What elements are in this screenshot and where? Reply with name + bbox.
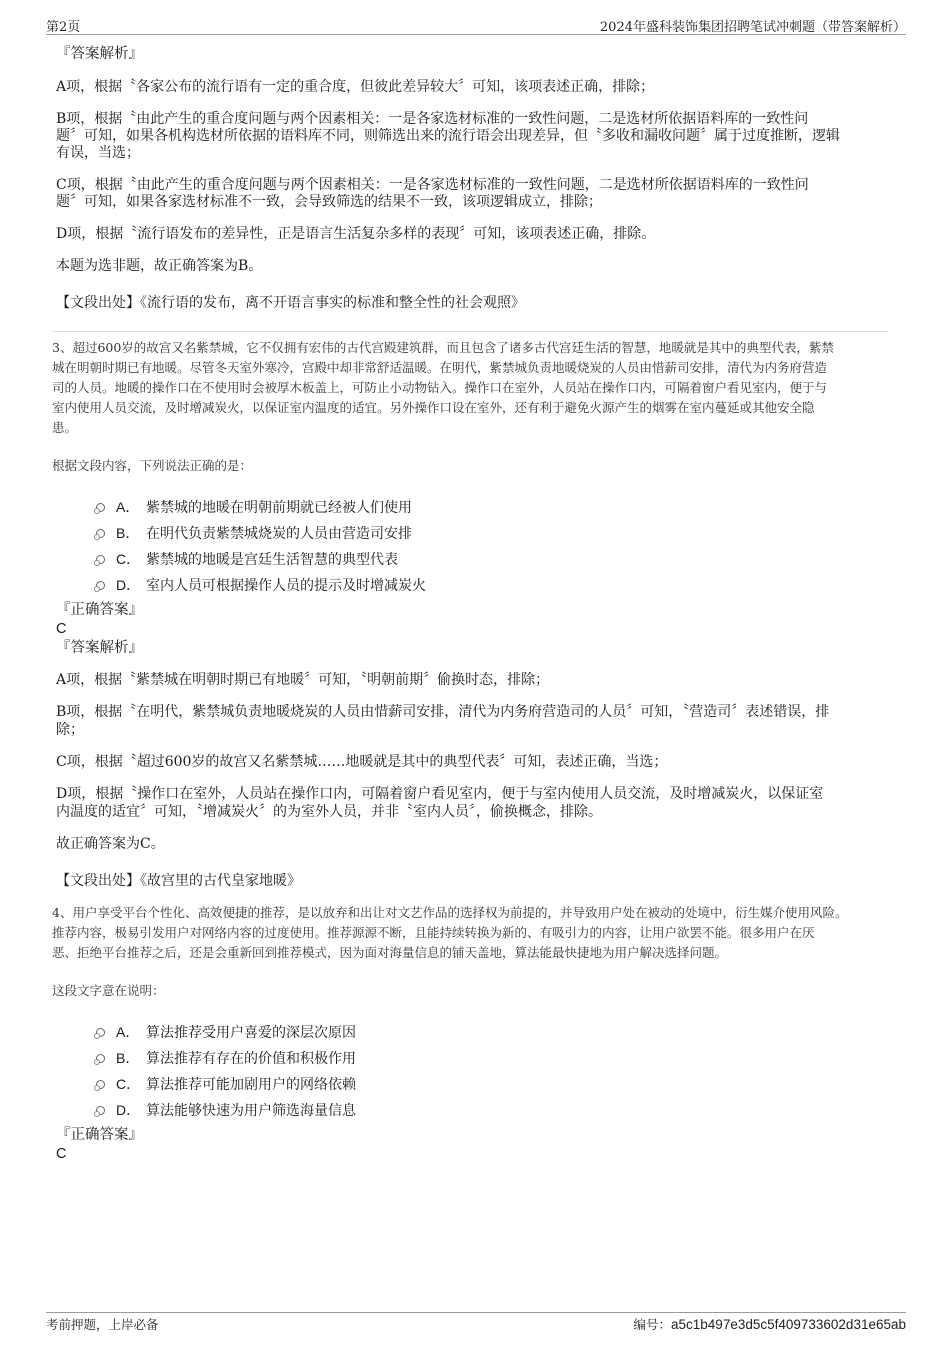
option-letter: D． xyxy=(116,577,141,593)
option-text: 室内人员可根据操作人员的提示及时增减炭火 xyxy=(146,578,426,594)
option-c[interactable] xyxy=(94,546,892,572)
source-citation: 【文段出处】《流行语的发布，离不开语言事实的标准和整全性的社会观照》 xyxy=(56,295,525,311)
radio-icon[interactable] xyxy=(96,1080,105,1089)
analysis-conclusion: 故正确答案为C。 xyxy=(56,836,165,852)
document-code xyxy=(634,1315,907,1333)
analysis-line: 有误，当选； xyxy=(56,145,140,161)
analysis-label: 『答案解析』 xyxy=(56,46,143,62)
document-title: 2024年盛科装饰集团招聘笔试冲刺题（带答案解析） xyxy=(599,20,906,35)
analysis-line: D项，根据〝操作口在室外，人员站在操作口内，可隔着窗户看见室内，便于与室内使用人员交流，及时增减炭火，以保证室 xyxy=(56,786,824,802)
source-citation: 【文段出处】《故宫里的古代皇家地暖》 xyxy=(56,873,301,889)
option-text: 紫禁城的地暖是宫廷生活智慧的典型代表 xyxy=(146,552,398,568)
question-text-line: 推荐内容，极易引发用户对网络内容的过度使用。推荐源源不断，且能持续转换为新的、有吸引力的内容，让用户欲罢不能。很多用户在厌 xyxy=(52,925,815,940)
correct-answer-label: 『正确答案』 xyxy=(56,602,143,618)
option-letter: C． xyxy=(116,1076,141,1092)
question-text-line: 患。 xyxy=(52,420,78,435)
question-text-line: 4、用户享受平台个性化、高效便捷的推荐，是以放弃和出让对文艺作品的选择权为前提的，并导致用户处在被动的处境中，衍生媒介使用风险。 xyxy=(52,905,848,920)
option-text: 算法推荐有存在的价值和积极作用 xyxy=(146,1051,356,1067)
analysis-line: 题〞可知，如果各机构选材所依据的语料库不同，则筛选出来的流行语会出现差异，但〝多收和漏收问题〞属于过度推断，逻辑 xyxy=(56,128,840,144)
option-text: 算法推荐受用户喜爱的深层次原因 xyxy=(146,1025,356,1041)
analysis-line: 题〞可知，如果各家选材标准不一致，会导致筛选的结果不一致，该项逻辑成立，排除； xyxy=(56,194,602,210)
question-text-line: 司的人员。地暖的操作口在不使用时会被厚木板盖上，可防止小动物钻入。操作口在室外，人员站在操作口内，可隔着窗户看见室内，便于与 xyxy=(52,380,828,395)
page-footer xyxy=(46,1312,906,1335)
question-text-line: 室内使用人员交流，及时增减炭火，以保证室内温度的适宜。另外操作口设在室外，还有利于避免火源产生的烟雾在室内蔓延或其他安全隐 xyxy=(52,400,815,415)
page-number: 第2页 xyxy=(46,20,81,35)
correct-answer-value: C xyxy=(56,621,67,637)
option-d[interactable] xyxy=(94,572,892,598)
option-b[interactable] xyxy=(94,1045,892,1071)
options-list xyxy=(94,1019,892,1123)
radio-icon[interactable] xyxy=(96,1106,105,1115)
radio-icon[interactable] xyxy=(96,555,105,564)
analysis-conclusion: 本题为选非题，故正确答案为B。 xyxy=(56,258,263,274)
analysis-line: B项，根据〝由此产生的重合度问题与两个因素相关：一是各家选材标准的一致性问题，二是选材所依据语料库的一致性问 xyxy=(56,111,809,127)
code-value: a5c1b497e3d5c5f409733602d31e65ab xyxy=(671,1317,906,1332)
options-list xyxy=(94,494,892,598)
radio-icon[interactable] xyxy=(96,581,105,590)
analysis-line: B项，根据〝在明代，紫禁城负责地暖烧炭的人员由惜薪司安排，清代为内务府营造司的人员〞可知，〝营造司〞表述错误，排 xyxy=(56,704,830,720)
question-prompt: 根据文段内容，下列说法正确的是： xyxy=(52,458,253,473)
analysis-line: A项，根据〝紫禁城在明朝时期已有地暖〞可知，〝明朝前期〞偷换时态，排除； xyxy=(56,672,550,688)
option-a[interactable] xyxy=(94,1019,892,1045)
question-text-line: 城在明朝时期已有地暖。尽管冬天室外寒冷，宫殿中却非常舒适温暖。在明代，紫禁城负责地暖烧炭的人员由惜薪司安排，清代为内务府营造 xyxy=(52,360,828,375)
analysis-line: 除； xyxy=(56,722,84,738)
option-text: 在明代负责紫禁城烧炭的人员由营造司安排 xyxy=(146,526,412,542)
analysis-line: C项，根据〝由此产生的重合度问题与两个因素相关：一是各家选材标准的一致性问题，二是选材所依据语料库的一致性问 xyxy=(56,177,809,193)
option-letter: D． xyxy=(116,1102,141,1118)
option-letter: C． xyxy=(116,551,141,567)
code-label: 编号： xyxy=(633,1317,672,1332)
page-content xyxy=(52,44,892,1163)
analysis-line: D项，根据〝流行语发布的差异性，正是语言生活复杂多样的表现〞可知，该项表述正确，排除。 xyxy=(56,226,656,242)
option-letter: B． xyxy=(116,1050,140,1066)
radio-icon[interactable] xyxy=(96,1054,105,1063)
correct-answer-label: 『正确答案』 xyxy=(56,1127,143,1143)
question-prompt: 这段文字意在说明： xyxy=(52,983,165,998)
option-d[interactable] xyxy=(94,1097,892,1123)
prev-analysis-section xyxy=(56,44,892,311)
option-letter: B． xyxy=(116,525,140,541)
analysis-label: 『答案解析』 xyxy=(56,640,143,656)
option-b[interactable] xyxy=(94,520,892,546)
radio-icon[interactable] xyxy=(96,503,105,512)
analysis-line: C项，根据〝超过600岁的故宫又名紫禁城……地暖就是其中的典型代表〞可知，表述正确，当选； xyxy=(56,754,668,770)
option-text: 算法推荐可能加剧用户的网络依赖 xyxy=(146,1077,356,1093)
analysis-line: A项，根据〝各家公布的流行语有一定的重合度，但彼此差异较大〞可知，该项表述正确，排除； xyxy=(56,79,655,95)
divider xyxy=(52,331,888,332)
option-text: 算法能够快速为用户筛选海量信息 xyxy=(146,1103,356,1119)
radio-icon[interactable] xyxy=(96,1028,105,1037)
question-text-line: 恶、拒绝平台推荐之后，还是会重新回到推荐模式，因为面对海量信息的铺天盖地，算法能最快捷地为用户解决选择问题。 xyxy=(52,945,728,960)
option-a[interactable] xyxy=(94,494,892,520)
question-4 xyxy=(52,903,892,1163)
option-letter: A． xyxy=(116,499,140,515)
radio-icon[interactable] xyxy=(96,529,105,538)
option-c[interactable] xyxy=(94,1071,892,1097)
footer-slogan: 考前押题，上岸必备 xyxy=(46,1317,159,1332)
analysis-line: 内温度的适宜〞可知，〝增减炭火〞的为室外人员，并非〝室内人员〞，偷换概念，排除。 xyxy=(56,804,602,820)
question-3 xyxy=(52,338,892,889)
page-header xyxy=(46,14,906,35)
question-text-line: 3、超过600岁的故宫又名紫禁城，它不仅拥有宏伟的古代宫殿建筑群，而且包含了诸多古代宫廷生活的智慧，地暖就是其中的典型代表，紫禁 xyxy=(52,340,834,355)
option-text: 紫禁城的地暖在明朝前期就已经被人们使用 xyxy=(146,500,412,516)
correct-answer-value: C xyxy=(56,1146,67,1162)
option-letter: A． xyxy=(116,1024,140,1040)
